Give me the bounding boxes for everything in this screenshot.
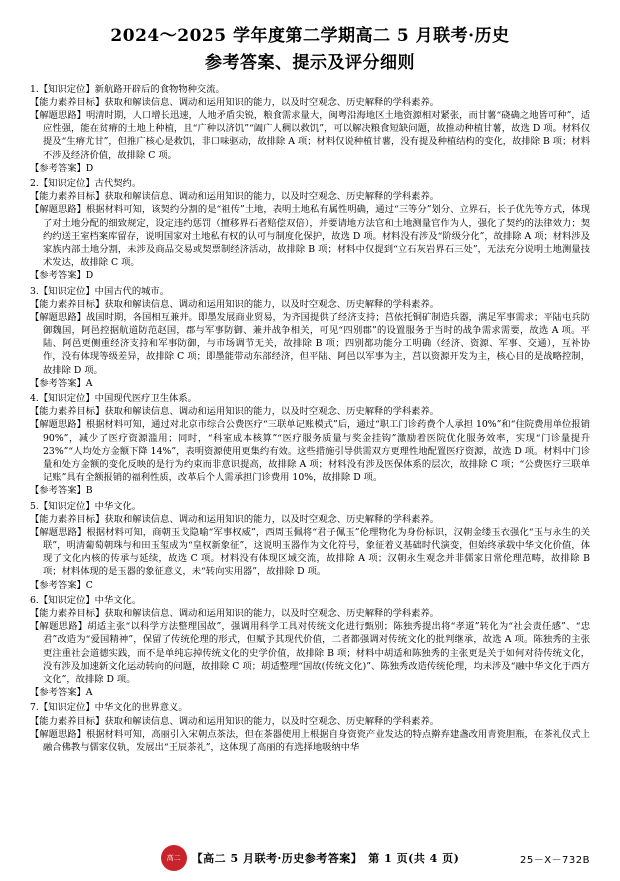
question-block-6 bbox=[30, 594, 590, 700]
answer-line: 【参考答案】C bbox=[30, 579, 93, 591]
ability-line: 【能力素养目标】获取和解读信息、调动和运用知识的能力，以及时空观念、历史解释的学科素养。 bbox=[30, 191, 440, 203]
ability-line: 【能力素养目标】获取和解读信息、调动和运用知识的能力，以及时空观念、历史解释的学科素养。 bbox=[30, 96, 440, 108]
ability-line: 【能力素养目标】获取和解读信息、调动和运用知识的能力，以及时空观念、历史解释的学科素养。 bbox=[30, 513, 440, 525]
ability-line: 【能力素养目标】获取和解读信息、调动和运用知识的能力，以及时空观念、历史解释的学科素养。 bbox=[30, 298, 440, 310]
analysis-line: 【解题思路】根据材料可知，商朝玉戈隐喻“军事权威”，西周玉佩将“君子佩玉”伦理物化为身份标识，汉朝金缕玉衣强化“玉与永生的关联”，明清葡萄朝珠与和田玉玺成为“皇权新象征”，这说明玉器作为文化符号，象征着义基础时代演变，但始终承载中华文化价值，体现了文化内核的传承与延续，故选 C 项。材料没有体现区域交流，故排除 A 项；汉朝永生观念并非儒家日常伦理范畴，故排除 B 项；材料体现的是玉器的象征意义，未“转向实用器”，故排除 D 项。 bbox=[30, 526, 590, 578]
knowledge-line: 3.【知识定位】中国古代的城市。 bbox=[30, 285, 170, 297]
answer-line: 【参考答案】D bbox=[30, 270, 94, 282]
analysis-line: 【解题思路】根据材料可知，高丽引入宋朝点茶法，但在茶器使用上根据自身资瓷产业发达的特点擀弃建盏改用青瓷胆瓶，在茶礼仪式上融合佛教与儒家仪轨，发展出“王辰茶礼”，这体现了高丽的有选择地吸纳中华 bbox=[30, 728, 590, 753]
knowledge-line: 4.【知识定位】中国现代医疗卫生体系。 bbox=[30, 393, 197, 404]
knowledge-line: 7.【知识定位】中华文化的世界意义。 bbox=[30, 702, 188, 714]
answer-line: 【参考答案】A bbox=[30, 687, 93, 699]
question-block-4 bbox=[30, 392, 590, 498]
question-block-3 bbox=[30, 285, 590, 391]
page-title-line2: 参考答案、提示及评分细则 bbox=[205, 52, 415, 73]
analysis-line: 【解题思路】根据材料可知，该契约分割的是“祖传”土地，表明土地私有属性明确，通过“三等分”划分、立界石，长子优先等方式，体现了对土地分配的细致规定，设定违约惩罚（擅移界石者赔偿双倍），并要请地方法官和土地测量官作为人，强化了契约的法律效力；契约约送王室档案库留存，说明国家对土地私有权的认可与制度化保护，故选 D 项。材料没有涉及“阶级分化”，故排除 A 项；材料涉及家族内部土地分割，未涉及商品交易或契票制经济活动，故排除 B 项；材料中仅提到“立石灰岩界石三处”，无法充分说明土地测量技术发达，故排除 C 项。 bbox=[30, 204, 590, 269]
knowledge-line: 2.【知识定位】古代契约。 bbox=[30, 178, 142, 189]
question-block-2 bbox=[30, 177, 590, 283]
seal-icon: 高二 bbox=[161, 845, 187, 871]
footer-page-label: 【高二 5 月联考·历史参考答案】 第 1 页(共 4 页) bbox=[191, 852, 460, 865]
question-block-7 bbox=[30, 701, 590, 754]
page-footer bbox=[0, 843, 620, 873]
analysis-line: 【解题思路】根据材料可知，通过对北京市综合公费医疗“三联单记账模式”后，通过“职工门诊药费个人承担 10%”和“住院费用单位报销 90%”，减少了医疗资源滥用；同时，“科室成本核算”“医疗服务质量与奖金挂钩”激励着医院优化服务效率，实现“门诊量提升 23%”“人均处方金额下降 14%”，表明资源使用更集约有效。这些措施引导供需双方更理性地配置医疗资源，故选 D 项。材料中门诊量和处方金额的变化反映的是行为约束而非意识提高，故排除 A 项；材料没有涉及医保体系的层次，故排除 C 项；“公费医疗三联单记账”具有全额报销的福利性质，改革后个人需承担门诊费用 10%，故排除 D 项。 bbox=[30, 419, 590, 484]
analysis-line: 【解题思路】明清时期，人口增长迅速，人地矛盾尖锐，粮食需求量大，闽粤沿海地区土地资源相对紧张，而甘薯“硗确之地皆可种”，适应性强，能在贫瘠的土地上种植，且“广种以济饥”“阖广人稠以救饥”，可以解决粮食短缺问题，故推动种植甘薯，故选 D 项。材料仅提及“生瘠尤甘”，但推广核心是救饥，非口味驱动，故排除 A 项；材料仅说种植甘薯，没有提及种植结构的变化，故排除 B 项；材料不涉及经济价值，故排除 C 项。 bbox=[30, 110, 590, 161]
ability-line: 【能力素养目标】获取和解读信息、调动和运用知识的能力，以及时空观念、历史解释的学科素养。 bbox=[30, 608, 440, 619]
knowledge-line: 5.【知识定位】中华文化。 bbox=[30, 500, 142, 512]
answer-line: 【参考答案】B bbox=[30, 485, 93, 497]
knowledge-line: 6.【知识定位】中华文化。 bbox=[30, 594, 142, 606]
answer-line: 【参考答案】A bbox=[30, 377, 93, 389]
ability-line: 【能力素养目标】获取和解读信息、调动和运用知识的能力，以及时空观念、历史解释的学科素养。 bbox=[30, 715, 440, 727]
answer-line: 【参考答案】D bbox=[30, 162, 94, 174]
page-title-line1: 2024～2025 学年度第二学期高二 5 月联考·历史 bbox=[110, 26, 510, 46]
ability-line: 【能力素养目标】获取和解读信息、调动和运用知识的能力，以及时空观念、历史解释的学科素养。 bbox=[30, 406, 440, 418]
question-block-5 bbox=[30, 500, 590, 592]
analysis-line: 【解题思路】战国时期，各国相互兼并。即墨发展商业贸易，为齐国提供了经济支持；莒依托铜矿制造兵器，满足军事需求；平陆屯兵防御魏国，阿邑控据航道防范赵国，郡与军事防御、兼并战争相关，可见“四别郡”的设置服务于当时的战争需求需要，故选 A 项。平陆、阿邑更侧重经济支持和军事防御，与市场调节无关，故排除 B 项；四别都功能分工明确（经济、资源、军事、交通），互补协作，没有体现等级差异，故排除 C 项；即墨能带动东部经济，但平陆、阿邑以军事为主，莒以资源开发为主，核心目的是战略控制，故排除 D 项。 bbox=[30, 311, 590, 376]
analysis-line: 【解题思路】胡适主张“以科学方法整理国故”，强调用科学工具对传统文化进行甄别；陈独秀提出将“孝道”转化为“社会责任感”、“忠君”改造为“爱国精神”，保留了传统伦理的形式，但赋予其现代价值，二者都强调对传统文化的批判继承，故选 A 项。陈独秀的主张更注重社会道德实践，而不是单纯忘掉传统文化的史学价值，故排除 B 项；材料中胡适和陈独秀的主张更是关于如何对待传统文化，没有涉及加速新文化运动转向的问题，故排除 C 项；胡适整理“国故(传统文化)”、陈独秀改造传统伦理，均未涉及“融中华文化于西方文化”，故排除 D 项。 bbox=[30, 621, 590, 685]
question-block-1 bbox=[30, 83, 590, 175]
knowledge-line: 1.【知识定位】新航路开辟后的食物物种交流。 bbox=[30, 83, 225, 95]
footer-paper-code: 25－X－732B bbox=[519, 854, 590, 866]
